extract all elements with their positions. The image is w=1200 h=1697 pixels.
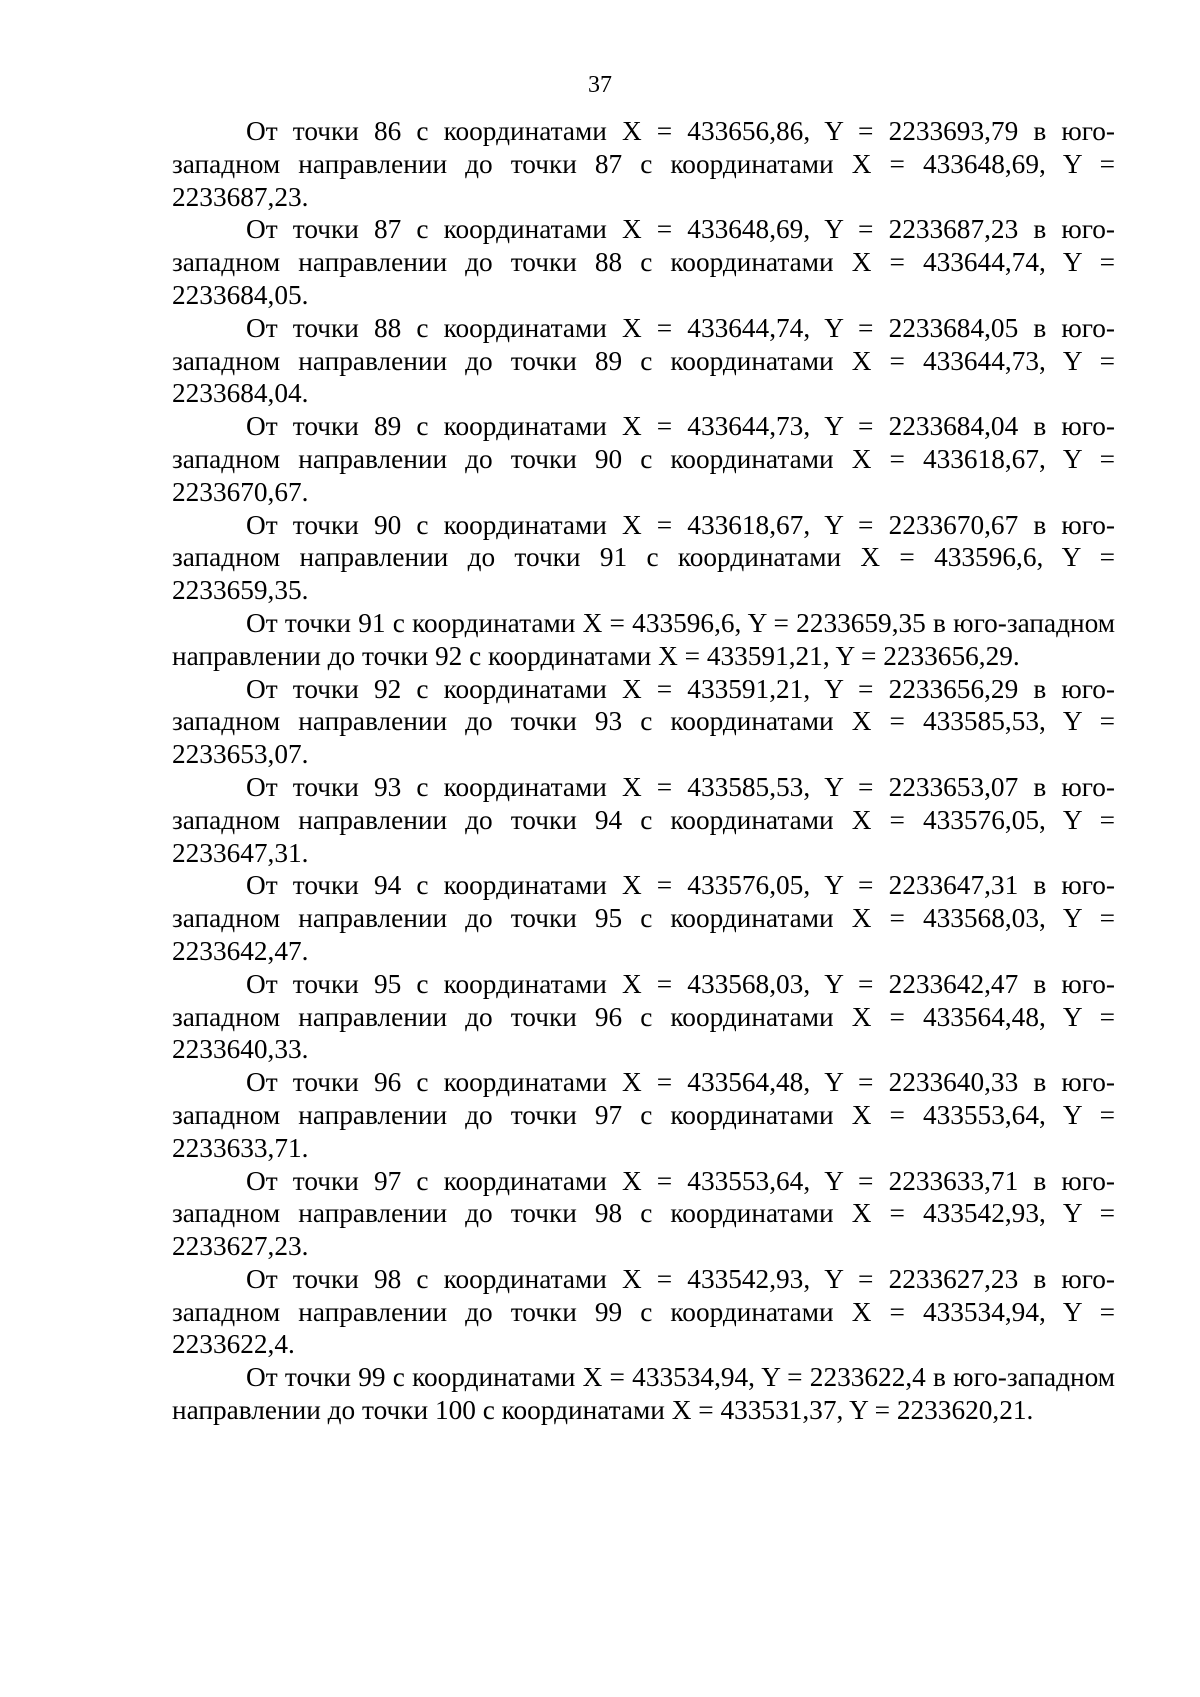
- paragraph: От точки 89 с координатами X = 433644,73, Y = 2233684,04 в юго-западном направлении до точки 90 с координатами X = 433618,67, Y = 2233670,67.: [172, 411, 1115, 507]
- paragraph: От точки 99 с координатами X = 433534,94, Y = 2233622,4 в юго-западном направлении до точки 100 с координатами X = 433531,37, Y = 2233620,21.: [172, 1362, 1115, 1426]
- document-body: [172, 115, 1115, 1427]
- paragraph: От точки 95 с координатами X = 433568,03, Y = 2233642,47 в юго-западном направлении до точки 96 с координатами X = 433564,48, Y = 2233640,33.: [172, 968, 1115, 1065]
- paragraph: От точки 97 с координатами X = 433553,64, Y = 2233633,71 в юго-западном направлении до точки 98 с координатами X = 433542,93, Y = 2233627,23.: [172, 1165, 1115, 1262]
- paragraph: От точки 91 с координатами X = 433596,6, Y = 2233659,35 в юго-западном направлении до точки 92 с координатами X = 433591,21, Y = 2233656,29.: [172, 607, 1115, 671]
- paragraph: От точки 98 с координатами X = 433542,93, Y = 2233627,23 в юго-западном направлении до точки 99 с координатами X = 433534,94, Y = 2233622,4.: [172, 1263, 1115, 1360]
- paragraph: От точки 93 с координатами X = 433585,53, Y = 2233653,07 в юго-западном направлении до точки 94 с координатами X = 433576,05, Y = 2233647,31.: [172, 771, 1115, 868]
- paragraph: От точки 90 с координатами X = 433618,67, Y = 2233670,67 в юго-западном направлении до точки 91 с координатами X = 433596,6, Y = 2233659,35.: [172, 509, 1115, 606]
- paragraph: От точки 92 с координатами X = 433591,21, Y = 2233656,29 в юго-западном направлении до точки 93 с координатами X = 433585,53, Y = 2233653,07.: [172, 673, 1115, 770]
- paragraph: От точки 86 с координатами X = 433656,86, Y = 2233693,79 в юго-западном направлении до точки 87 с координатами X = 433648,69, Y = 2233687,23.: [172, 116, 1115, 212]
- paragraph: От точки 96 с координатами X = 433564,48, Y = 2233640,33 в юго-западном направлении до точки 97 с координатами X = 433553,64, Y = 2233633,71.: [172, 1067, 1115, 1163]
- paragraph: От точки 94 с координатами X = 433576,05, Y = 2233647,31 в юго-западном направлении до точки 95 с координатами X = 433568,03, Y = 2233642,47.: [172, 870, 1115, 966]
- paragraph: От точки 88 с координатами X = 433644,74, Y = 2233684,05 в юго-западном направлении до точки 89 с координатами X = 433644,73, Y = 2233684,04.: [172, 312, 1115, 409]
- paragraph: От точки 87 с координатами X = 433648,69, Y = 2233687,23 в юго-западном направлении до точки 88 с координатами X = 433644,74, Y = 2233684,05.: [172, 214, 1115, 310]
- page-number: 37: [588, 72, 612, 98]
